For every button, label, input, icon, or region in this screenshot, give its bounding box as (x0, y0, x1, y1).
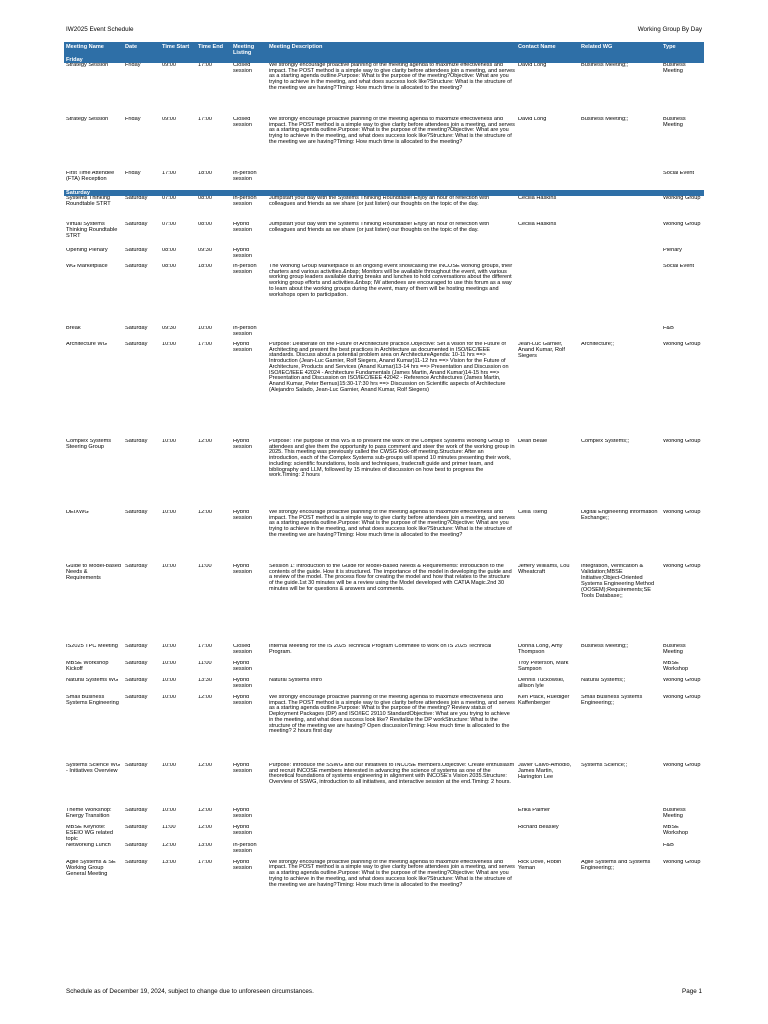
related-wg: Digital Engineering Information Exchange;; (581, 510, 658, 521)
meeting-date: Friday (125, 117, 141, 122)
table-row (64, 843, 704, 860)
related-wg (579, 825, 661, 843)
column-header: Related WG (579, 42, 661, 57)
meeting-type: Working Group (663, 564, 701, 569)
meeting-name: Systems Thinking Roundtable STRT (66, 196, 111, 207)
related-wg: Integration, Verification & Validation;MBSE Initiative;Object-Oriented Systems Engineering Method (OOSEM);Requirements;SE Tools Database;; (581, 564, 655, 599)
meeting-listing: Hybrid session (233, 695, 252, 706)
report-title: Working Group By Day (637, 26, 702, 33)
time-end: 18:00 (198, 264, 212, 269)
time-end: 11:00 (198, 564, 212, 569)
meeting-type: Working Group (663, 859, 701, 865)
meeting-description (267, 808, 516, 825)
meeting-type: Plenary (663, 248, 682, 253)
meeting-name: Natural Systems WG (66, 678, 119, 683)
related-wg: Systems Science;; (581, 763, 628, 768)
time-end: 08:00 (198, 222, 212, 227)
related-wg (579, 248, 661, 264)
related-wg (579, 171, 661, 190)
table-body (64, 57, 704, 920)
time-end: 17:00 (198, 644, 212, 649)
meeting-description: Jumpstart your day with the Systems Thinking Roundtable! Enjoy an hour of reflection with colleagues and friends as we share (or just listen) our thoughts on the topic of the day. (269, 222, 490, 233)
meeting-type: MBSE Workshop (663, 825, 689, 836)
time-start: 11:00 (162, 825, 176, 830)
meeting-name: Systems Science WG - Initiatives Overview (66, 763, 121, 774)
meeting-name: Guide to Model-based Needs & Requirements (66, 564, 122, 581)
meeting-name: MBSE Workshop Kickoff (66, 661, 109, 672)
related-wg: Small Business Systems Engineering;; (581, 695, 643, 706)
contact-name (516, 264, 579, 326)
contact-name (516, 171, 579, 190)
time-end: 10:00 (198, 326, 212, 331)
contact-name: David Long (518, 117, 547, 122)
meeting-type: Working Group (663, 695, 701, 700)
meeting-listing: In-person session (233, 196, 257, 207)
meeting-listing: Hybrid session (233, 763, 252, 774)
meeting-name: Strategy Session (66, 63, 109, 68)
related-wg (579, 326, 661, 342)
table-row (64, 808, 704, 825)
column-header: Time End (196, 42, 231, 57)
time-start: 12:00 (162, 842, 176, 848)
meeting-listing: Closed session (233, 117, 252, 128)
meeting-description: Natural Systems Intro (269, 678, 322, 683)
related-wg: Business Meeting;; (581, 117, 629, 122)
table-row (64, 63, 704, 117)
contact-name: Dean Beale (518, 439, 548, 444)
meeting-description (267, 326, 516, 342)
meeting-listing: In-person session (233, 171, 257, 182)
meeting-type: Working Group (663, 678, 701, 683)
meeting-date: Saturday (125, 808, 148, 813)
related-wg: Complex Systems;; (581, 439, 630, 444)
meeting-description: We strongly encourage proactive planning of the meeting agenda to maximize effectiveness and impact. The POST method is a simple way to give clarity before attendees join a meeting, and serves as a starting agenda outline.Purpose: What is the purpose of the meeting?Objective: What are you trying to achieve in the meeting, and what does success look like?Structure: What is the structure of the meeting we are having?Timing: How much time is allocated to the meeting? (269, 117, 515, 145)
meeting-name: Networking Lunch (66, 842, 111, 848)
column-header: Meeting Description (267, 42, 516, 57)
contact-name: Jeffery Williams, Lou Wheatcraft (518, 564, 570, 575)
time-start: 09:00 (162, 63, 176, 68)
meeting-name: Complex Systems Steering Group (66, 439, 112, 450)
meeting-type: Working Group (663, 222, 701, 227)
time-start: 08:00 (162, 264, 176, 269)
time-start: 10:00 (162, 439, 176, 444)
table-row (64, 695, 704, 763)
time-start: 09:00 (162, 117, 176, 122)
time-start: 10:00 (162, 678, 176, 683)
related-wg: Agile Systems and Systems Engineering;; (581, 859, 651, 871)
contact-name: Cecilia Haskins (518, 222, 557, 227)
contact-name: Ken Ptack, Ruediger Kaffenberger (518, 695, 570, 706)
meeting-description (267, 843, 516, 860)
time-end: 08:00 (198, 196, 212, 201)
meeting-listing: Hybrid session (233, 439, 252, 450)
meeting-date: Saturday (125, 196, 148, 201)
meeting-description (267, 171, 516, 190)
meeting-listing: Closed session (233, 63, 252, 74)
meeting-name: Architecture WG (66, 342, 108, 347)
table-row (64, 644, 704, 661)
table-row (64, 342, 704, 439)
table-row (64, 763, 704, 808)
table-row (64, 510, 704, 564)
meeting-listing: Hybrid session (233, 678, 252, 689)
related-wg (579, 808, 661, 825)
contact-name: Jean-Luc Garnier, Anand Kumar, Rolf Siegers (518, 342, 565, 359)
table-row (64, 171, 704, 190)
time-end: 12:00 (198, 695, 212, 700)
meeting-description: We strongly encourage proactive planning of the meeting agenda to maximize effectiveness and impact. The POST method is a simple way to give clarity before attendees join a meeting, and serves as a starting agenda outline.Purpose: What is the purpose of the meeting?Objective: What are you trying to achieve in the meeting, and what does success look like?Structure: What is the structure of the meeting we are having?Timing: How much time is allocated to the meeting? (269, 510, 515, 538)
time-end: 12:00 (198, 510, 212, 515)
time-start: 10:00 (162, 695, 176, 700)
meeting-listing: Hybrid session (233, 661, 252, 672)
column-header: Date (123, 42, 160, 57)
column-header: Contact Name (516, 42, 579, 57)
time-end: 11:00 (198, 661, 212, 666)
time-end: 12:00 (198, 825, 212, 830)
meeting-name: First Time Attendee (FTA) Reception (66, 171, 115, 182)
meeting-date: Friday (125, 63, 141, 68)
column-header: Meeting Name (64, 42, 123, 57)
schedule-table (64, 42, 704, 920)
column-header: Meeting Listing (231, 42, 267, 57)
time-end: 17:00 (198, 117, 212, 122)
time-start: 09:30 (162, 326, 176, 331)
meeting-type: Business Meeting (663, 808, 686, 819)
meeting-type: F&B (663, 326, 674, 331)
related-wg: Natural Systems;; (581, 678, 626, 683)
meeting-type: Business Meeting (663, 644, 686, 655)
time-end: 18:00 (198, 171, 212, 176)
meeting-description: Purpose: Introduce the SSWG and our initiatives to INCOSE members.Objective: Create enthusiasm and recruit INCOSE members interested in advancing the science of systems as one of the theoretical foundations of systems engineering in alignment with INCOSE's Vision 2035.Structure: Overview of SSWG, introduction to all initiatives, and interactive session at the end.Timing: 2 hours. (269, 763, 515, 786)
time-end: 09:30 (198, 248, 212, 253)
column-header: Time Start (160, 42, 196, 57)
time-start: 10:00 (162, 644, 176, 649)
contact-name: Cecilia Haskins (518, 196, 557, 201)
related-wg (579, 661, 661, 678)
meeting-description (267, 248, 516, 264)
meeting-name: Strategy Session (66, 117, 109, 122)
meeting-listing: In-person session (233, 326, 257, 337)
document-title: IW2025 Event Schedule (66, 26, 134, 33)
meeting-date: Saturday (125, 342, 148, 347)
meeting-name: Small Business Systems Engineering (66, 695, 119, 706)
meeting-type: Working Group (663, 196, 701, 201)
meeting-name: Break (66, 326, 81, 331)
contact-name: Donna Long, Amy Thompson (518, 644, 563, 655)
meeting-description: Purpose: The purpose of this WS is to present the work of the Complex Systems Working Group to attendees and give them the opportunity to pass comment and steer the work of the working group in 2025. This meeting was previously called the CWSG Kick-off meeting.Structure: After an introduction, each of the Complex Systems sub-groups will spend 10 minutes presenting their work, including: scientific foundations, tools and techniques, tradecraft guide and primer team, and bibliography and LLM, followed by 15 minutes of discussion on how best to progress the work.Timing: 2 hours (269, 439, 515, 479)
meeting-type: Business Meeting (663, 117, 686, 128)
time-start: 08:00 (162, 248, 176, 253)
meeting-name: Agile Systems & SE Working Group General Meeting (66, 859, 116, 877)
meeting-name: Theme Workshop: Energy Transition (66, 808, 112, 819)
meeting-listing: In-person session (233, 264, 257, 275)
time-start: 10:00 (162, 808, 176, 813)
time-end: 12:00 (198, 763, 212, 768)
table-row (64, 196, 704, 222)
time-end: 17:00 (198, 859, 212, 865)
meeting-date: Saturday (125, 510, 148, 515)
meeting-listing: Hybrid session (233, 808, 252, 819)
table-row (64, 264, 704, 326)
time-start: 07:00 (162, 196, 176, 201)
column-header: Type (661, 42, 704, 57)
meeting-name: DEIXWG (66, 510, 89, 515)
time-start: 10:00 (162, 510, 176, 515)
meeting-name: WG Marketplace (66, 264, 108, 269)
time-end: 12:00 (198, 808, 212, 813)
time-end: 12:00 (198, 439, 212, 444)
meeting-listing: Hybrid session (233, 510, 252, 521)
time-start: 13:00 (162, 859, 176, 865)
table-row (64, 860, 704, 920)
meeting-type: F&B (663, 842, 674, 848)
meeting-listing: Hybrid session (233, 222, 252, 233)
related-wg: Business Meeting;; (581, 63, 629, 68)
meeting-date: Saturday (125, 222, 148, 227)
meeting-listing: Hybrid session (233, 564, 252, 575)
meeting-date: Saturday (125, 695, 148, 700)
contact-name (516, 326, 579, 342)
meeting-date: Friday (125, 171, 141, 176)
meeting-type: Working Group (663, 342, 701, 347)
contact-name: Rick Dove, Robin Yeman (518, 859, 562, 871)
meeting-name: MBSE Keynote: ESEIO WG related topic (66, 825, 113, 842)
time-end: 13:30 (198, 678, 212, 683)
time-start: 07:00 (162, 222, 176, 227)
meeting-description: Internal Meeting for the IS 2025 Technical Program Commitee to work on IS 2025 Technical Program. (269, 644, 492, 655)
related-wg: Architecture;; (581, 342, 614, 347)
time-end: 17:00 (198, 63, 212, 68)
meeting-date: Saturday (125, 248, 148, 253)
contact-name: Troy Peterson, Mark Sampson (518, 661, 569, 672)
contact-name: Dennis Tuckowski, allison lyle (518, 678, 565, 689)
meeting-date: Saturday (125, 661, 148, 666)
related-wg (579, 222, 661, 248)
time-start: 10:00 (162, 564, 176, 569)
table-header (64, 42, 704, 57)
page-number: Page 1 (682, 988, 702, 995)
contact-name: Celia Tseng (518, 510, 548, 515)
meeting-listing: In-person session (233, 842, 257, 854)
meeting-description: Purpose: Deliberate on the Future of Architecture practice.Objective: Set a vision for the Future of Architecting and present the best practices in Architecture as documented in ISO/IEC/IEEE standards. Discuss about a potential problem area on ArchitectureAgenda: 10-11 hrs ==> Introduction (Jean-Luc Garnier, Rolf Siegers, Anand Kumar)11-12 hrs ==> Vision for the Future of Architecture, Products and Services (Anand Kumar)13-14 hrs ==> Presentation and Discussion on ISO/IEC/IEEE 42024 - Architecture Fundamentals (James Martin, Anand Kumar)14-15 hrs ==> Presentation and Discussion on ISO/IEC/IEEE 42042 - Reference Architectures (James Martin, Anand Kumar, Peter Bernus)15:30-17:30 hrs ==> Discussion on Scientific aspects of Architecture (Alejandro Salado, Jean-Luc Garnier, Anand Kumar, Rolf Siegers) (269, 342, 509, 393)
footer-note: Schedule as of December 19, 2024, subject to change due to unforeseen circumstances. (66, 988, 314, 995)
header-row (64, 42, 704, 57)
meeting-listing: Hybrid session (233, 859, 252, 871)
meeting-listing: Hybrid session (233, 248, 252, 259)
meeting-date: Saturday (125, 564, 148, 569)
table-row (64, 825, 704, 843)
page-footer (66, 988, 702, 995)
schedule-table-wrap (64, 42, 704, 920)
meeting-description (267, 825, 516, 843)
table-row (64, 222, 704, 248)
table-row (64, 564, 704, 644)
meeting-name: Virtual Systems Thinking Roundtable STRT (66, 222, 118, 239)
meeting-date: Saturday (125, 763, 148, 768)
meeting-description: We strongly encourage proactive planning of the meeting agenda to maximize effectiveness and impact. The POST method is a simple way to give clarity before attendees join a meeting, and serves as a starting agenda outline.Purpose: What is the purpose of the meeting?Objective: What are you trying to achieve in the meeting, and what does success look like?Structure: What is the structure of the meeting we are having?Timing: How much time is allocated to the meeting? (269, 63, 515, 91)
table-row (64, 248, 704, 264)
table-row (64, 661, 704, 678)
meeting-description: Session 1: Introduction to the Guide for Model-Based Needs & Requirements: Introduction to the contents of the guide. How it is structured. The importance of the model in developing the guide and a review of the model. The process flow for creating the model and how that relates to the structure of the guide.1st 30 minutes will be a review using the Model developed with CATIA Magic.2nd 30 minutes will be for questions & answers and comments. (269, 564, 512, 592)
meeting-type: Working Group (663, 763, 701, 768)
meeting-listing: Hybrid session (233, 342, 252, 353)
meeting-name: IS2025 TPC Meeting (66, 644, 118, 649)
day-label: Friday (64, 57, 704, 63)
related-wg: Business Meeting;; (581, 644, 629, 649)
meeting-date: Saturday (125, 825, 148, 830)
day-label: Saturday (64, 190, 704, 196)
meeting-date: Saturday (125, 842, 148, 848)
meeting-type: Working Group (663, 510, 701, 515)
contact-name: Richard Beasley (518, 825, 559, 830)
related-wg (579, 264, 661, 326)
meeting-date: Saturday (125, 678, 148, 683)
contact-name: Javier Calvo-Amodio, James Martin, Harington Lee (518, 763, 572, 780)
meeting-date: Saturday (125, 644, 148, 649)
meeting-type: Social Event (663, 171, 695, 176)
meeting-name: Opening Plenary (66, 248, 108, 253)
meeting-date: Saturday (125, 439, 148, 444)
meeting-type: Business Meeting (663, 63, 686, 74)
meeting-description: Jumpstart your day with the Systems Thinking Roundtable! Enjoy an hour of reflection with colleagues and friends as we share (or just listen) our thoughts on the topic of the day. (269, 196, 490, 207)
table-row (64, 439, 704, 510)
meeting-description: We strongly encourage proactive planning of the meeting agenda to maximize effectiveness and impact. The POST method is a simple way to give clarity before attendees join a meeting, and serves as a starting agenda outline.Purpose: What is the purpose of the meeting?Objective: What are you trying to achieve in the meeting, and what does success look like?Structure: What is the structure of the meeting we are having?Timing: How much time is allocated to the meeting? (269, 859, 515, 888)
time-start: 17:00 (162, 171, 176, 176)
meeting-date: Saturday (125, 859, 148, 865)
table-row (64, 678, 704, 695)
meeting-date: Saturday (125, 264, 148, 269)
contact-name: Erika Palmer (518, 808, 551, 813)
meeting-listing: Closed session (233, 644, 252, 655)
related-wg (579, 843, 661, 860)
meeting-type: Social Event (663, 264, 695, 269)
time-start: 10:00 (162, 763, 176, 768)
contact-name: David Long (518, 63, 547, 68)
meeting-date: Saturday (125, 326, 148, 331)
meeting-type: MBSE Workshop (663, 661, 689, 672)
time-end: 13:00 (198, 842, 212, 848)
contact-name (516, 248, 579, 264)
meeting-description: We strongly encourage proactive planning of the meeting agenda to maximize effectiveness and impact. The POST method is a simple way to give clarity before attendees join a meeting, and serves as a starting agenda outline.Purpose: What is the purpose of the meeting? Review status of Deployment Packages (DP) and ISO/IEC 29110 StandardObjective: What are you trying to achieve in the meeting, and what does success look like? Revitalize the DP workStructure: What is the structure of the meeting we are having? Open discussionTiming: How much time is allocated to the meeting? 2 hours first day (269, 695, 515, 735)
meeting-description (267, 661, 516, 678)
meeting-description: The Working Group Marketplace is an ongoing event showcasing the INCOSE working groups, their charters and various activities.&nbsp; Monitors will be available throughout the event, with various working group leaders available during breaks and lunches to hold conversations about the different working group efforts and activities.&nbsp; IW attendees are encouraged to use this forum as a way to learn about the working groups during the event, many of them will be hosting meetings and workshops open to participation. (269, 264, 513, 298)
contact-name (516, 843, 579, 860)
time-start: 10:00 (162, 661, 176, 666)
meeting-listing: Hybrid session (233, 825, 252, 836)
table-row (64, 326, 704, 342)
meeting-type: Working Group (663, 439, 701, 444)
time-start: 10:00 (162, 342, 176, 347)
table-row (64, 117, 704, 171)
related-wg (579, 196, 661, 222)
page-header (66, 26, 702, 33)
time-end: 17:00 (198, 342, 212, 347)
